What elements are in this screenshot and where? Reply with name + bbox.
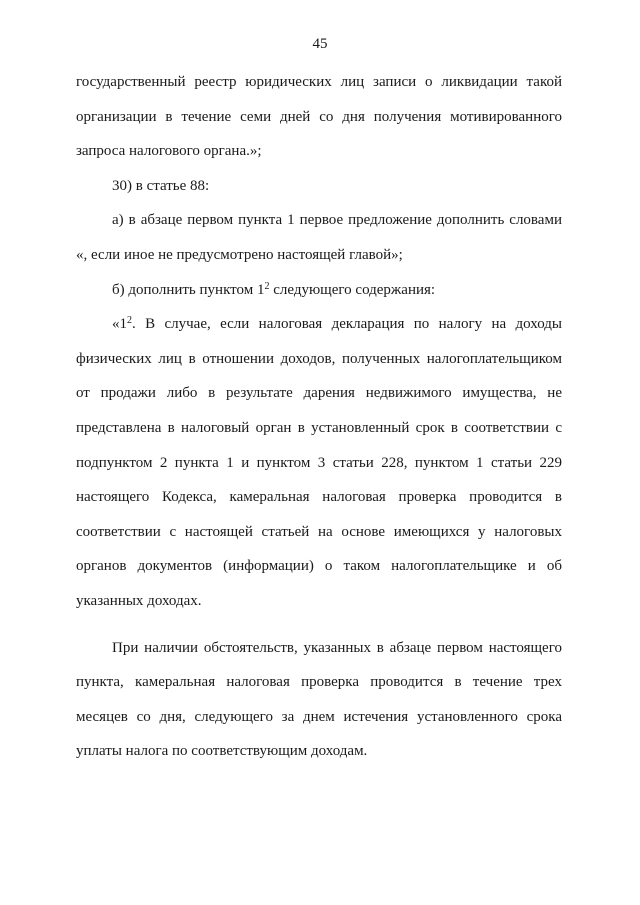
superscript: 2	[264, 280, 270, 292]
line-text: При наличии обстоятельств, указанных в абзаце первом настоящего	[112, 639, 562, 656]
line-text: месяцев со дня, следующего за днем истечения установленного срока	[76, 708, 562, 725]
line-text: настоящего Кодекса, камеральная налоговая проверка проводится в	[76, 489, 562, 506]
line-text: уплаты налога по соответствующим доходам.	[76, 743, 368, 760]
document-body	[76, 73, 562, 777]
text-line	[76, 246, 562, 281]
text-line	[76, 211, 562, 246]
text-line	[76, 315, 562, 350]
text-line	[76, 673, 562, 708]
text-line	[76, 142, 562, 177]
line-text-rest: . В случае, если налоговая декларация по налогу на доходы	[132, 316, 562, 333]
line-text: а) в абзаце первом пункта 1 первое предложение дополнить словами	[112, 212, 562, 229]
line-text: органов документов (информации) о таком налогоплательщике и об	[76, 558, 562, 575]
text-line	[76, 708, 562, 743]
text-line	[76, 454, 562, 489]
line-text: от продажи либо в результате дарения недвижимого имущества, не	[76, 385, 562, 402]
text-line	[76, 281, 562, 316]
text-line	[76, 73, 562, 108]
paragraph-gap	[76, 627, 562, 639]
line-text: физических лиц в отношении доходов, полученных налогоплательщиком	[76, 350, 562, 367]
text-line	[76, 108, 562, 143]
line-text: указанных доходах.	[76, 592, 202, 609]
text-line	[76, 639, 562, 674]
line-text: 30) в статье 88:	[112, 177, 210, 194]
page-number: 45	[312, 36, 328, 52]
line-text: подпунктом 2 пункта 1 и пунктом 3 статьи 228, пунктом 1 статьи 229	[76, 454, 562, 471]
line-text: следующего содержания:	[269, 281, 436, 298]
line-text: представлена в налоговый орган в установленный срок в соответствии с	[76, 419, 562, 436]
text-line	[76, 557, 562, 592]
text-line	[76, 350, 562, 385]
text-line	[76, 742, 562, 777]
text-line	[76, 488, 562, 523]
line-text: соответствии с настоящей статьей на основе имеющихся у налоговых	[76, 523, 562, 540]
line-text	[112, 315, 562, 333]
line-text: б) дополнить пунктом 1	[112, 281, 265, 298]
superscript: 2	[127, 315, 132, 327]
line-text: государственный реестр юридических лиц записи о ликвидации такой	[76, 74, 562, 90]
text-line	[76, 523, 562, 558]
text-line	[76, 384, 562, 419]
line-text: «, если иное не предусмотрено настоящей главой»;	[76, 246, 403, 263]
line-text: организации в течение семи дней со дня получения мотивированного	[76, 108, 562, 125]
text-line	[76, 419, 562, 454]
line-text: пункта, камеральная налоговая проверка проводится в течение трех	[76, 674, 562, 691]
line-text: запроса налогового органа.»;	[76, 143, 262, 160]
quote-open: «1	[112, 316, 127, 333]
text-line	[76, 592, 562, 627]
paragraph-heading-item-30	[76, 177, 562, 212]
